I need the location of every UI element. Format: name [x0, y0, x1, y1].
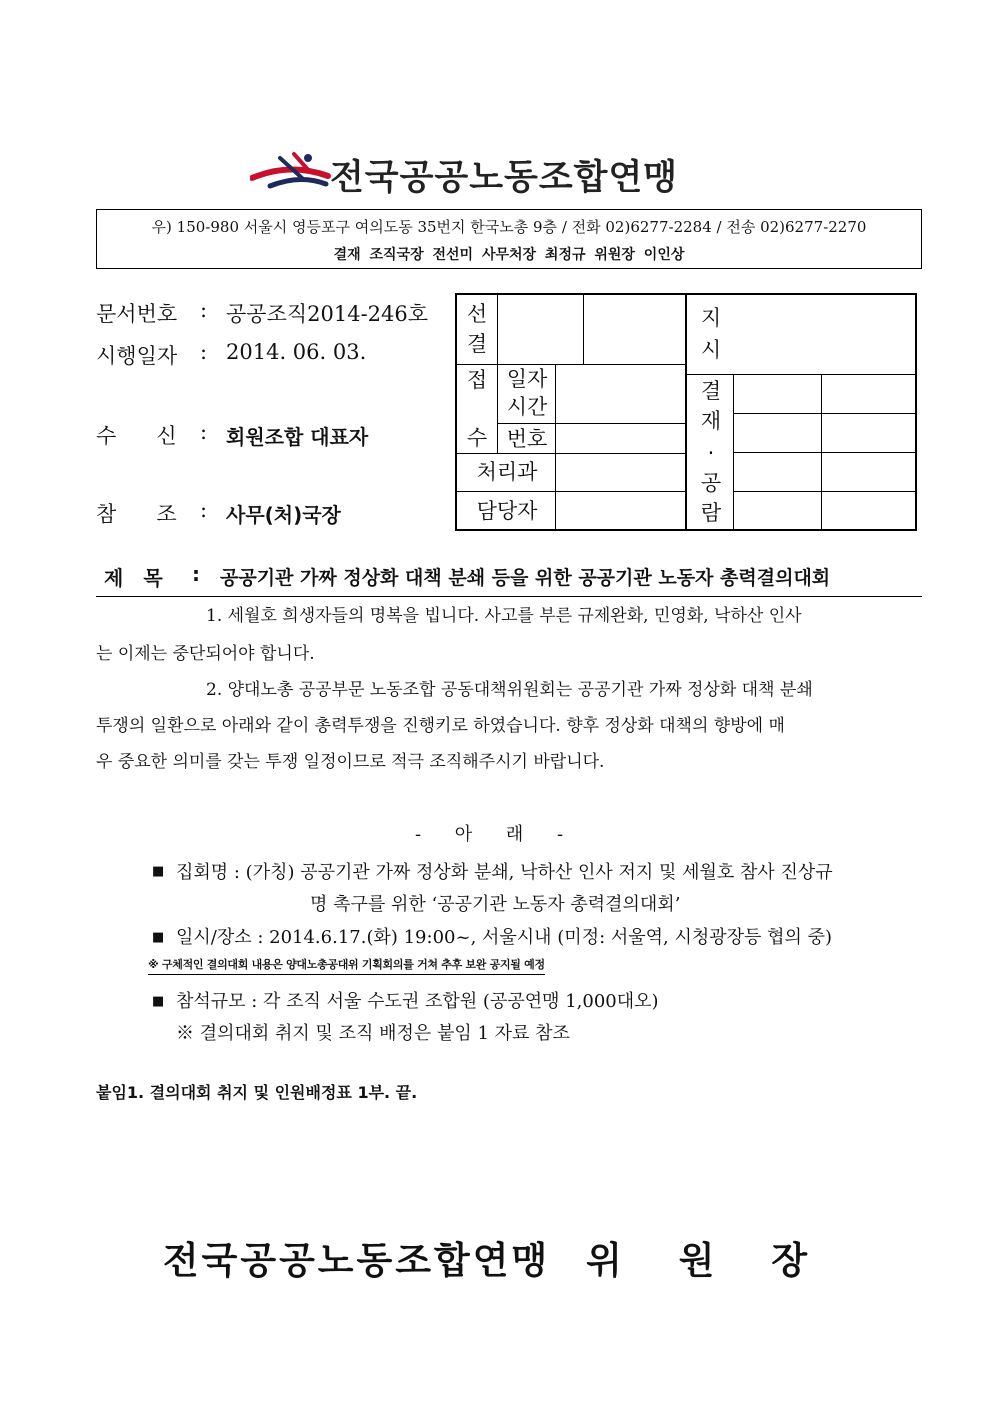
bullet-icon: ■: [152, 994, 165, 1009]
detail-note-1: ※ 구체적인 결의대회 내용은 양대노총공대위 기획회의를 거쳐 추후 보완 공지될 예정: [148, 956, 545, 975]
grid-label-dot: ·: [707, 441, 715, 465]
subject-row: [96, 560, 922, 597]
detail-item-1-line-2: 명 촉구를 위한 ‘공공기관 노동자 총력결의대회’: [310, 894, 681, 915]
footer-org-name: 전국공공노동조합연맹: [162, 1239, 551, 1282]
grid-label-jeop: 접: [466, 368, 488, 392]
address-box: [96, 209, 922, 269]
grid-label-seon: 선: [466, 302, 488, 326]
approval-signatories: 결재 조직국장 전선미 사무처장 최정규 위원장 이인상: [333, 247, 685, 263]
footer-title: 위 원 장: [586, 1239, 830, 1282]
footer-signature: [0, 1230, 992, 1284]
grid-label-su: 수: [466, 426, 488, 450]
grid-label-ram: 람: [700, 501, 722, 525]
detail-note-2: ※ 결의대회 취지 및 조직 배정은 붙임 1 자료 참조: [176, 1023, 570, 1044]
recipient-label: 수 신: [96, 424, 177, 448]
doc-number-value: 공공조직2014-246호: [226, 302, 429, 326]
detail-item-2: 일시/장소 : 2014.6.17.(화) 19:00~, 서울시내 (미정: 서울역, 시청광장등 협의 중): [176, 927, 833, 948]
paragraph-2-line-1: 2. 양대노총 공공부문 노동조합 공동대책위원회는 공공기관 가짜 정상화 대책 분쇄: [206, 680, 813, 700]
grid-label-gyeol2: 결: [700, 379, 722, 403]
grid-label-jae: 재: [700, 409, 722, 433]
subject-label: 제목: [104, 566, 183, 590]
date-label: 시행일자: [96, 344, 178, 368]
grid-label-gyeol: 결: [466, 332, 488, 356]
date-value: 2014. 06. 03.: [226, 340, 367, 364]
doc-number-colon: :: [200, 298, 208, 322]
date-colon: :: [200, 340, 208, 364]
detail-item-1-line-1: 집회명 : (가칭) 공공기관 가짜 정상화 분쇄, 낙하산 인사 저지 및 세월호 참사 진상규: [176, 862, 833, 883]
grid-label-si: 시: [700, 338, 722, 362]
paragraph-1-line-1: 1. 세월호 희생자들의 명복을 빕니다. 사고를 부른 규제완화, 민영화, 낙하산 인사: [206, 606, 802, 626]
bullet-icon: ■: [152, 930, 165, 945]
reference-colon: :: [200, 498, 208, 522]
paragraph-2-line-2: 투쟁의 일환으로 아래와 같이 총력투쟁을 진행키로 하였습니다. 향후 정상화 대책의 향방에 매: [96, 716, 785, 736]
paragraph-1-line-2: 는 이제는 중단되어야 합니다.: [96, 644, 315, 664]
attachment-line: 붙임1. 결의대회 취지 및 인원배정표 1부. 끝.: [96, 1083, 418, 1102]
grid-label-processing-dept: 처리과: [476, 460, 538, 484]
grid-label-time: 시간: [506, 395, 548, 419]
bullet-icon: ■: [152, 864, 165, 879]
org-name-header: 전국공공노동조합연맹: [330, 158, 679, 198]
grid-label-number: 번호: [506, 427, 548, 451]
address-line: 우) 150-980 서울시 영등포구 여의도동 35번지 한국노총 9층 / 전화 02)6277-2284 / 전송 02)6277-2270: [151, 218, 867, 236]
detail-item-3: 참석규모 : 각 조직 서울 수도권 조합원 (공공연맹 1,000대오): [176, 991, 659, 1012]
approval-grid: [455, 293, 917, 531]
details-heading: - 아 래 -: [414, 824, 578, 845]
grid-label-gong: 공: [700, 471, 722, 495]
subject-colon: :: [192, 562, 200, 586]
doc-number-label: 문서번호: [96, 302, 178, 326]
grid-label-person-in-charge: 담당자: [476, 499, 538, 523]
grid-label-date: 일자: [506, 367, 548, 391]
paragraph-2-line-3: 우 중요한 의미를 갖는 투쟁 일정이므로 적극 조직해주시기 바랍니다.: [96, 752, 605, 772]
recipient-colon: :: [200, 420, 208, 444]
reference-label: 참 조: [96, 502, 177, 526]
subject-text: 공공기관 가짜 정상화 대책 분쇄 등을 위한 공공기관 노동자 총력결의대회: [220, 567, 831, 589]
grid-label-ji: 지: [700, 306, 722, 330]
reference-value: 사무(처)국장: [226, 503, 341, 527]
recipient-value: 회원조합 대표자: [226, 425, 369, 449]
